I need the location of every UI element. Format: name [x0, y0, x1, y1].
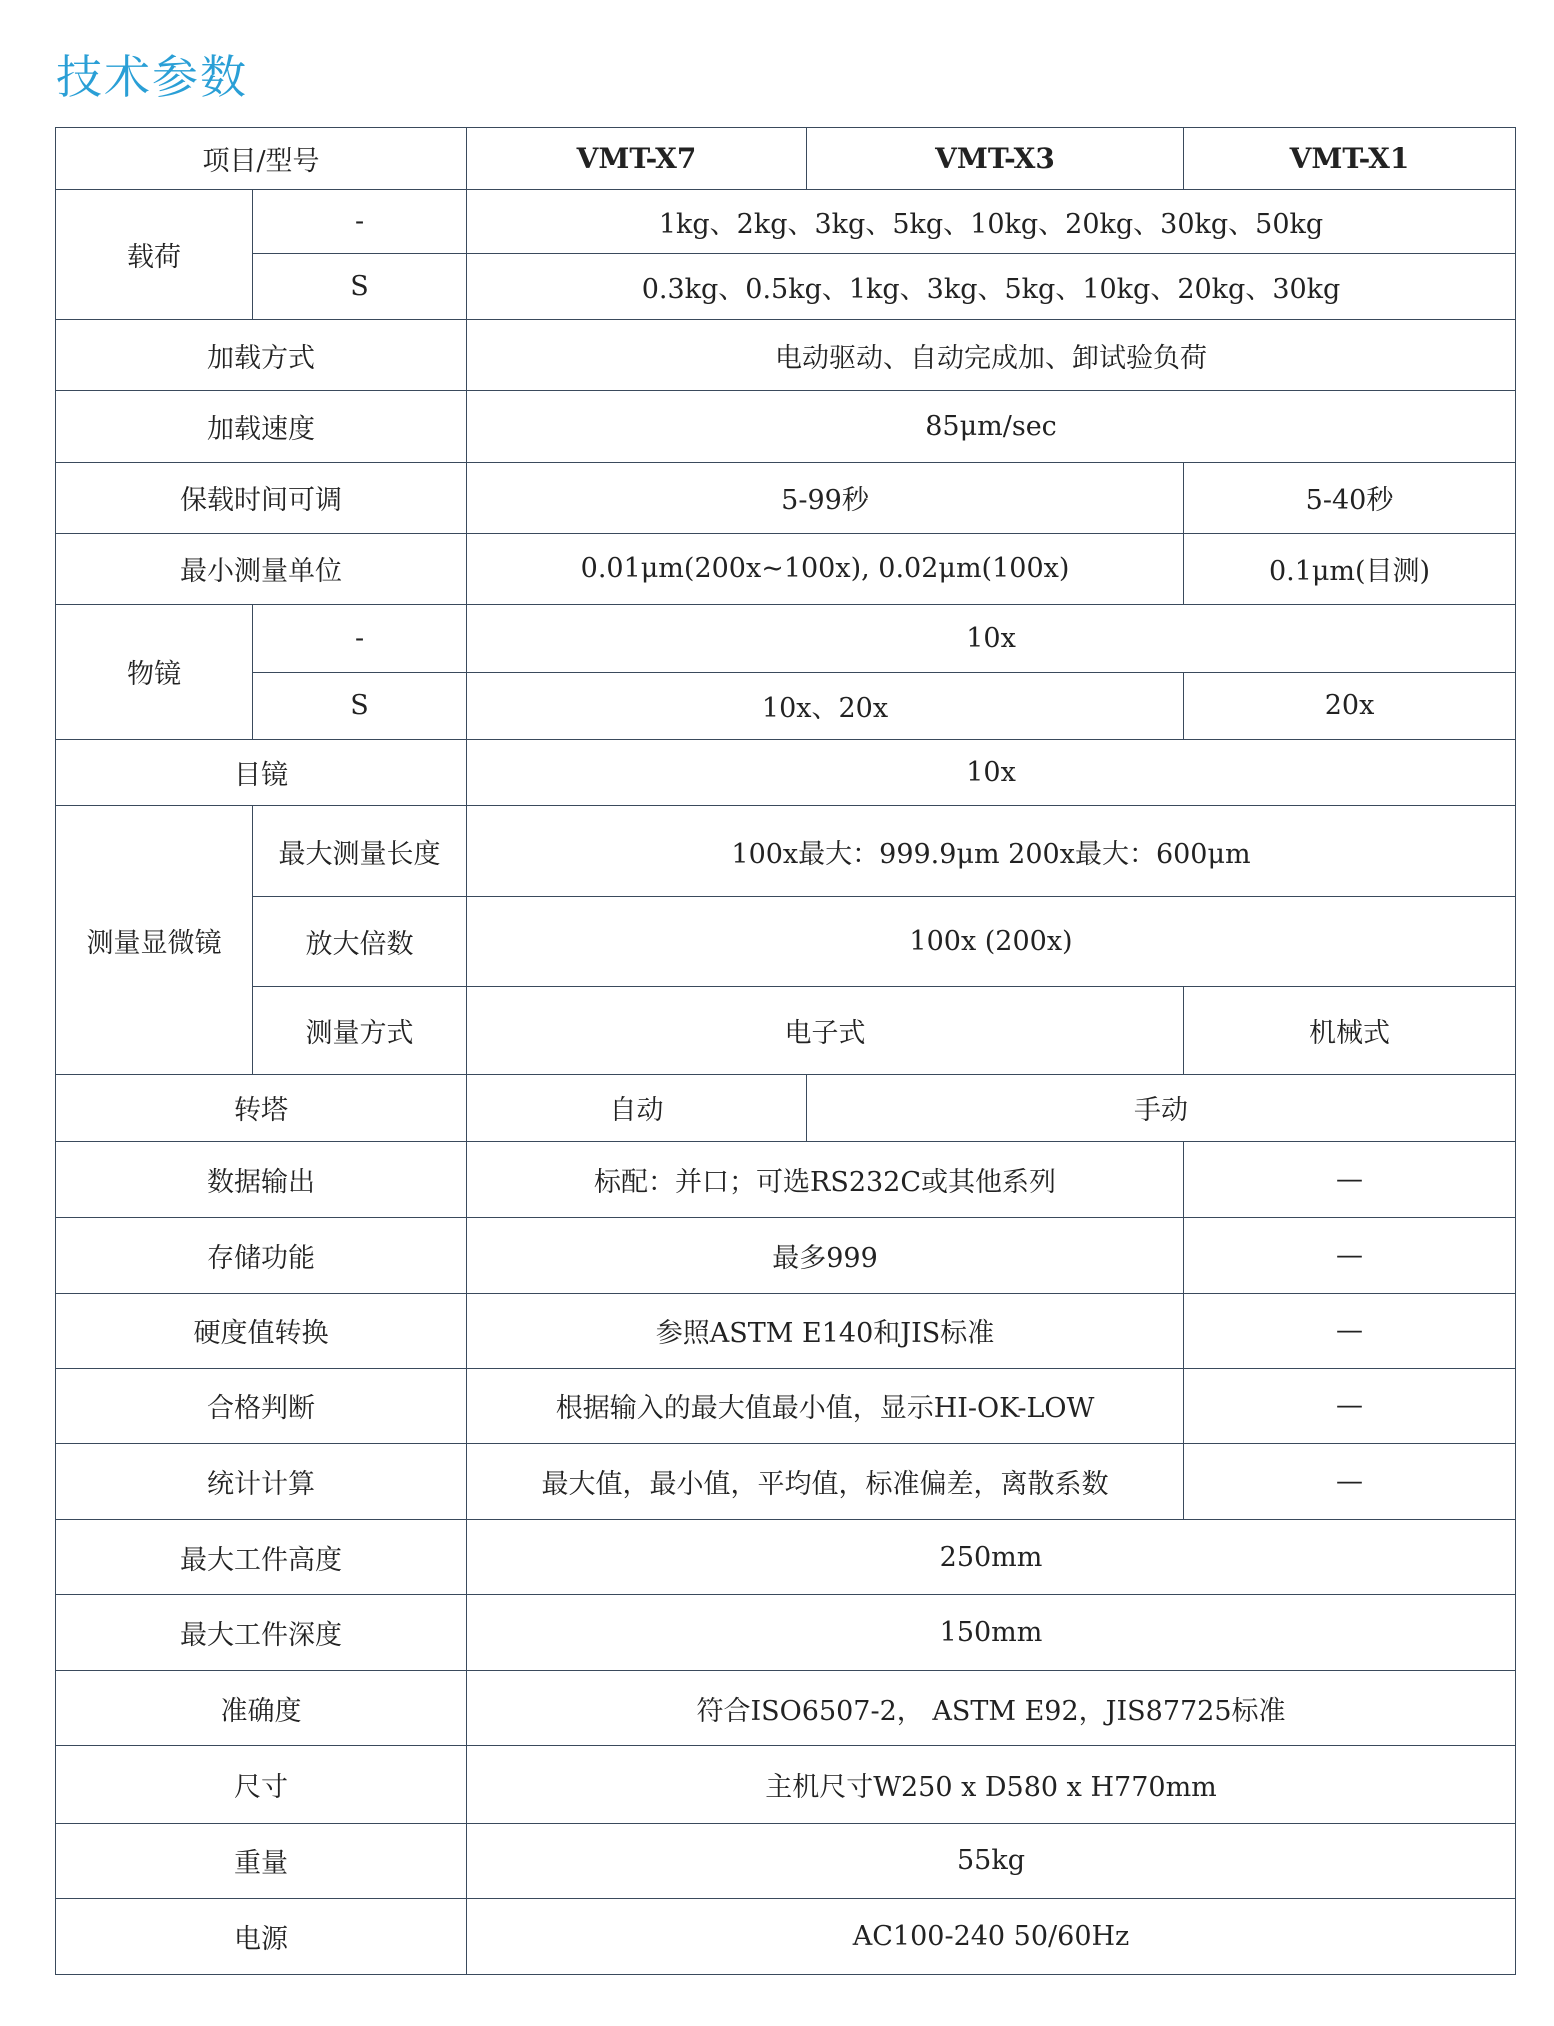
turret-x3-x1: 手动 [807, 1075, 1516, 1141]
table-row [56, 806, 1516, 897]
measure-method-label: 测量方式 [253, 987, 467, 1075]
loading-method-label: 加载方式 [56, 320, 467, 391]
loading-speed-value: 85μm/sec [467, 391, 1516, 462]
weight-value: 55kg [467, 1823, 1516, 1898]
statistics-x1: — [1184, 1443, 1516, 1519]
objective-s-sub: S [253, 672, 467, 739]
loading-speed-label: 加载速度 [56, 391, 467, 462]
objective-s-x1: 20x [1184, 672, 1516, 739]
header-vmt-x7: VMT-X7 [467, 128, 807, 190]
magnification-value: 100x (200x) [467, 897, 1516, 987]
table-row [56, 1293, 1516, 1368]
data-output-label: 数据输出 [56, 1141, 467, 1217]
data-output-x7-x3: 标配：并口；可选RS232C或其他系列 [467, 1141, 1184, 1217]
min-unit-label: 最小测量单位 [56, 533, 467, 604]
max-length-label: 最大测量长度 [253, 806, 467, 897]
page-title: 技术参数 [56, 50, 248, 104]
pass-judgment-x1: — [1184, 1368, 1516, 1443]
load-std-value: 1kg、2kg、3kg、5kg、10kg、20kg、30kg、50kg [467, 190, 1516, 254]
table-row [56, 1595, 1516, 1671]
objective-s-x7-x3: 10x、20x [467, 672, 1184, 739]
table-row [56, 672, 1516, 739]
load-label: 载荷 [56, 190, 253, 320]
statistics-label: 统计计算 [56, 1443, 467, 1519]
table-row [56, 190, 1516, 254]
eyepiece-value: 10x [467, 739, 1516, 805]
statistics-x7-x3: 最大值，最小值，平均值，标准偏差，离散系数 [467, 1443, 1184, 1519]
min-unit-x1: 0.1μm(目测) [1184, 533, 1516, 604]
power-label: 电源 [56, 1898, 467, 1974]
min-unit-x7-x3: 0.01μm(200x~100x), 0.02μm(100x) [467, 533, 1184, 604]
magnification-label: 放大倍数 [253, 897, 467, 987]
accuracy-value: 符合ISO6507-2， ASTM E92，JIS87725标准 [467, 1671, 1516, 1746]
table-row [56, 739, 1516, 805]
turret-label: 转塔 [56, 1075, 467, 1141]
dimensions-value: 主机尺寸W250 x D580 x H770mm [467, 1746, 1516, 1823]
table-row [56, 391, 1516, 462]
table-row [56, 254, 1516, 320]
dimensions-label: 尺寸 [56, 1746, 467, 1823]
turret-x7: 自动 [467, 1075, 807, 1141]
microscope-label: 测量显微镜 [56, 806, 253, 1075]
measure-method-x7-x3: 电子式 [467, 987, 1184, 1075]
table-row [56, 1671, 1516, 1746]
max-depth-label: 最大工件深度 [56, 1595, 467, 1671]
hardness-conversion-x1: — [1184, 1293, 1516, 1368]
spec-table [55, 127, 1516, 1975]
dwell-time-x1: 5-40秒 [1184, 462, 1516, 533]
table-row [56, 1823, 1516, 1898]
hardness-conversion-x7-x3: 参照ASTM E140和JIS标准 [467, 1293, 1184, 1368]
table-row [56, 1075, 1516, 1141]
data-output-x1: — [1184, 1141, 1516, 1217]
load-s-value: 0.3kg、0.5kg、1kg、3kg、5kg、10kg、20kg、30kg [467, 254, 1516, 320]
table-header-row [56, 128, 1516, 190]
table-row [56, 1898, 1516, 1974]
storage-x7-x3: 最多999 [467, 1217, 1184, 1293]
storage-x1: — [1184, 1217, 1516, 1293]
max-height-value: 250mm [467, 1520, 1516, 1595]
header-vmt-x1: VMT-X1 [1184, 128, 1516, 190]
accuracy-label: 准确度 [56, 1671, 467, 1746]
table-row [56, 987, 1516, 1075]
load-std-sub: - [253, 190, 467, 254]
objective-label: 物镜 [56, 604, 253, 739]
header-vmt-x3: VMT-X3 [807, 128, 1184, 190]
eyepiece-label: 目镜 [56, 739, 467, 805]
header-item-model: 项目/型号 [56, 128, 467, 190]
table-row [56, 1746, 1516, 1823]
table-row [56, 462, 1516, 533]
objective-std-sub: - [253, 604, 467, 672]
table-row [56, 604, 1516, 672]
max-height-label: 最大工件高度 [56, 1520, 467, 1595]
storage-label: 存储功能 [56, 1217, 467, 1293]
table-row [56, 1368, 1516, 1443]
dwell-time-x7-x3: 5-99秒 [467, 462, 1184, 533]
table-row [56, 1141, 1516, 1217]
weight-label: 重量 [56, 1823, 467, 1898]
load-s-sub: S [253, 254, 467, 320]
loading-method-value: 电动驱动、自动完成加、卸试验负荷 [467, 320, 1516, 391]
table-row [56, 320, 1516, 391]
objective-std-value: 10x [467, 604, 1516, 672]
hardness-conversion-label: 硬度值转换 [56, 1293, 467, 1368]
table-row [56, 897, 1516, 987]
table-row [56, 1443, 1516, 1519]
pass-judgment-x7-x3: 根据输入的最大值最小值，显示HI-OK-LOW [467, 1368, 1184, 1443]
measure-method-x1: 机械式 [1184, 987, 1516, 1075]
max-depth-value: 150mm [467, 1595, 1516, 1671]
dwell-time-label: 保载时间可调 [56, 462, 467, 533]
power-value: AC100-240 50/60Hz [467, 1898, 1516, 1974]
table-row [56, 1520, 1516, 1595]
pass-judgment-label: 合格判断 [56, 1368, 467, 1443]
table-row [56, 533, 1516, 604]
max-length-value: 100x最大：999.9μm 200x最大：600μm [467, 806, 1516, 897]
table-row [56, 1217, 1516, 1293]
